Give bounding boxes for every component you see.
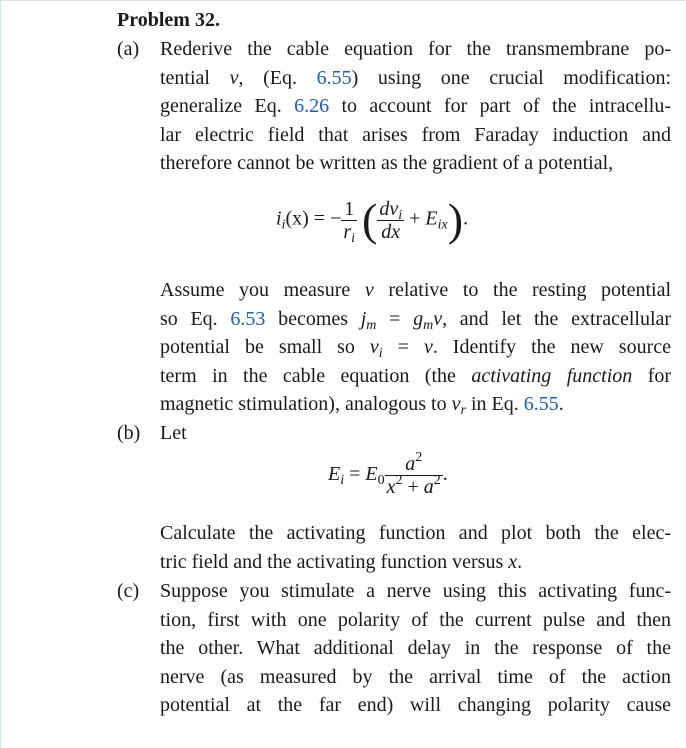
part-a-text-2 [160, 276, 671, 419]
equation-link-6-53[interactable]: 6.53 [230, 307, 266, 330]
part-a-line: Rederive the cable equation for the transmembrane po- [160, 38, 671, 60]
equation-link-6-26[interactable]: 6.26 [294, 95, 330, 118]
part-a-line: potential be small so $v_i = v$. Identify the new source [160, 336, 672, 362]
part-a-line: magnetic stimulation), analogous to $v_r$ in Eq. 6.55. [160, 393, 564, 419]
problem-title: Problem 32. [117, 9, 220, 31]
part-c-line: potential at the far end) will changing polarity cause [160, 694, 671, 717]
part-b-text [160, 519, 671, 576]
part-b-label: (b) [117, 422, 141, 444]
part-a-line: tential v, (Eq. 6.55) using one crucial modification: [160, 66, 672, 89]
part-a-line: lar electric field that arises from Faraday induction and [160, 123, 671, 146]
part-a-line: generalize Eq. 6.26 to account for part of the intracellu- [160, 95, 672, 118]
part-c-line: Suppose you stimulate a nerve using this activating func- [160, 580, 671, 602]
emphasis-activating-function: activating function [471, 364, 633, 387]
part-c-line: the other. What additional delay in the response of the [160, 637, 671, 660]
part-c-text [160, 577, 671, 720]
fraction-field-profile: $\frac{a^2}{x^2 + a^2}$ [386, 450, 441, 498]
part-a-line: therefore cannot be written as the gradient of a potential, [160, 152, 614, 175]
fraction-derivative: $\frac{dv_i}{dx}$ [379, 197, 403, 243]
part-a-line: so Eq. 6.53 becomes $j_m = g_mv$, and let the extracellular [160, 307, 672, 333]
part-a-line: Assume you measure v relative to the resting potential [160, 279, 672, 301]
equation-link-6-55[interactable]: 6.55 [316, 66, 352, 89]
part-b-continued [117, 519, 672, 576]
part-a-label: (a) [117, 38, 140, 60]
part-b-line: Let [160, 422, 187, 444]
part-b [117, 419, 672, 448]
equation-electric-field: $E_i = E_0$ $\frac{a^2}{x^2 + a^2}$ . [328, 450, 448, 498]
part-c-line: nerve (as measured by the arrival time of the action [160, 665, 671, 688]
part-b-intro [160, 419, 671, 448]
fraction-one-over-r: $\frac{1}{r_i}$ [343, 197, 356, 246]
equation-link-6-55-b[interactable]: 6.55 [523, 393, 559, 416]
part-a-line: term in the cable equation (the activating function for [160, 364, 672, 387]
part-b-line: tric field and the activating function versus x. [160, 550, 523, 573]
part-c-line: tion, first with one polarity of the current pulse and then [160, 608, 671, 631]
part-b-line: Calculate the activating function and plot both the elec- [160, 522, 671, 544]
part-c-label: (c) [117, 580, 140, 602]
part-c [117, 577, 672, 720]
part-a-text [160, 35, 671, 178]
part-a-continued [117, 276, 672, 419]
equation-current-with-induction: $i_i(x)$ = − $\frac{1}{r_i}$ ( $\frac{dv_i}{dx}$ + $E_{ix}$). [276, 194, 469, 246]
part-a [117, 35, 672, 178]
